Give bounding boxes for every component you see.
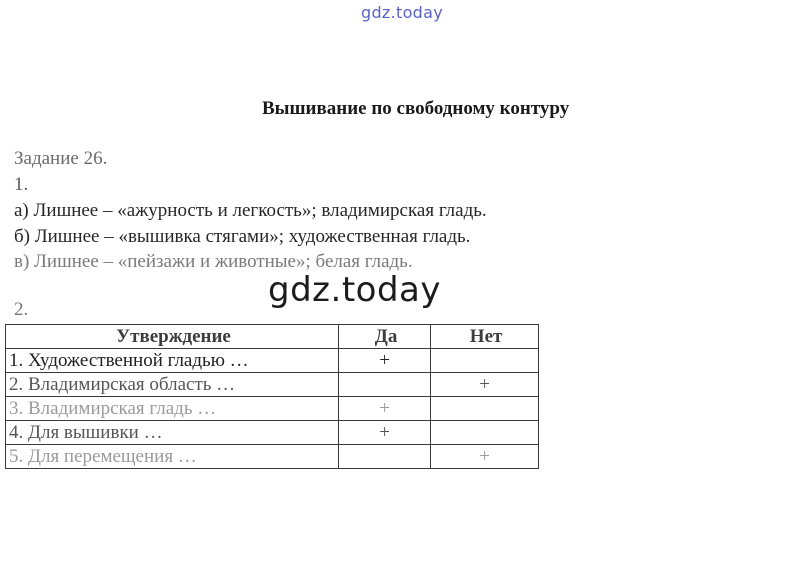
no-cell [431,397,539,421]
task-label: Задание 26. [14,148,108,169]
yes-cell [339,373,431,397]
table-row [6,349,539,373]
yes-cell: + [339,421,431,445]
header-yes: Да [339,325,431,349]
yes-cell [339,445,431,469]
header-no: Нет [431,325,539,349]
watermark-center: gdz.today [268,270,441,310]
answer-a: а) Лишнее – «ажурность и легкость»; владимирская гладь. [14,200,487,221]
table-row [6,397,539,421]
statement-cell: 2. Владимирская область … [6,373,339,397]
yes-cell: + [339,349,431,373]
part1-number: 1. [14,174,29,195]
no-cell [431,349,539,373]
table-row [6,445,539,469]
statements-table [5,324,539,469]
watermark-top: gdz.today [361,3,443,22]
no-cell [431,421,539,445]
table-row [6,373,539,397]
statement-cell: 3. Владимирская гладь … [6,397,339,421]
answer-v: в) Лишнее – «пейзажи и животные»; белая гладь. [14,251,413,272]
page-title: Вышивание по свободному контуру [262,98,570,119]
table-header-row [6,325,539,349]
header-statement: Утверждение [6,325,339,349]
statement-cell: 1. Художественной гладью … [6,349,339,373]
statement-cell: 4. Для вышивки … [6,421,339,445]
part2-number: 2. [14,299,29,320]
no-cell: + [431,445,539,469]
yes-cell: + [339,397,431,421]
table-row [6,421,539,445]
no-cell: + [431,373,539,397]
statement-cell: 5. Для перемещения … [6,445,339,469]
answer-b: б) Лишнее – «вышивка стягами»; художественная гладь. [14,226,471,247]
